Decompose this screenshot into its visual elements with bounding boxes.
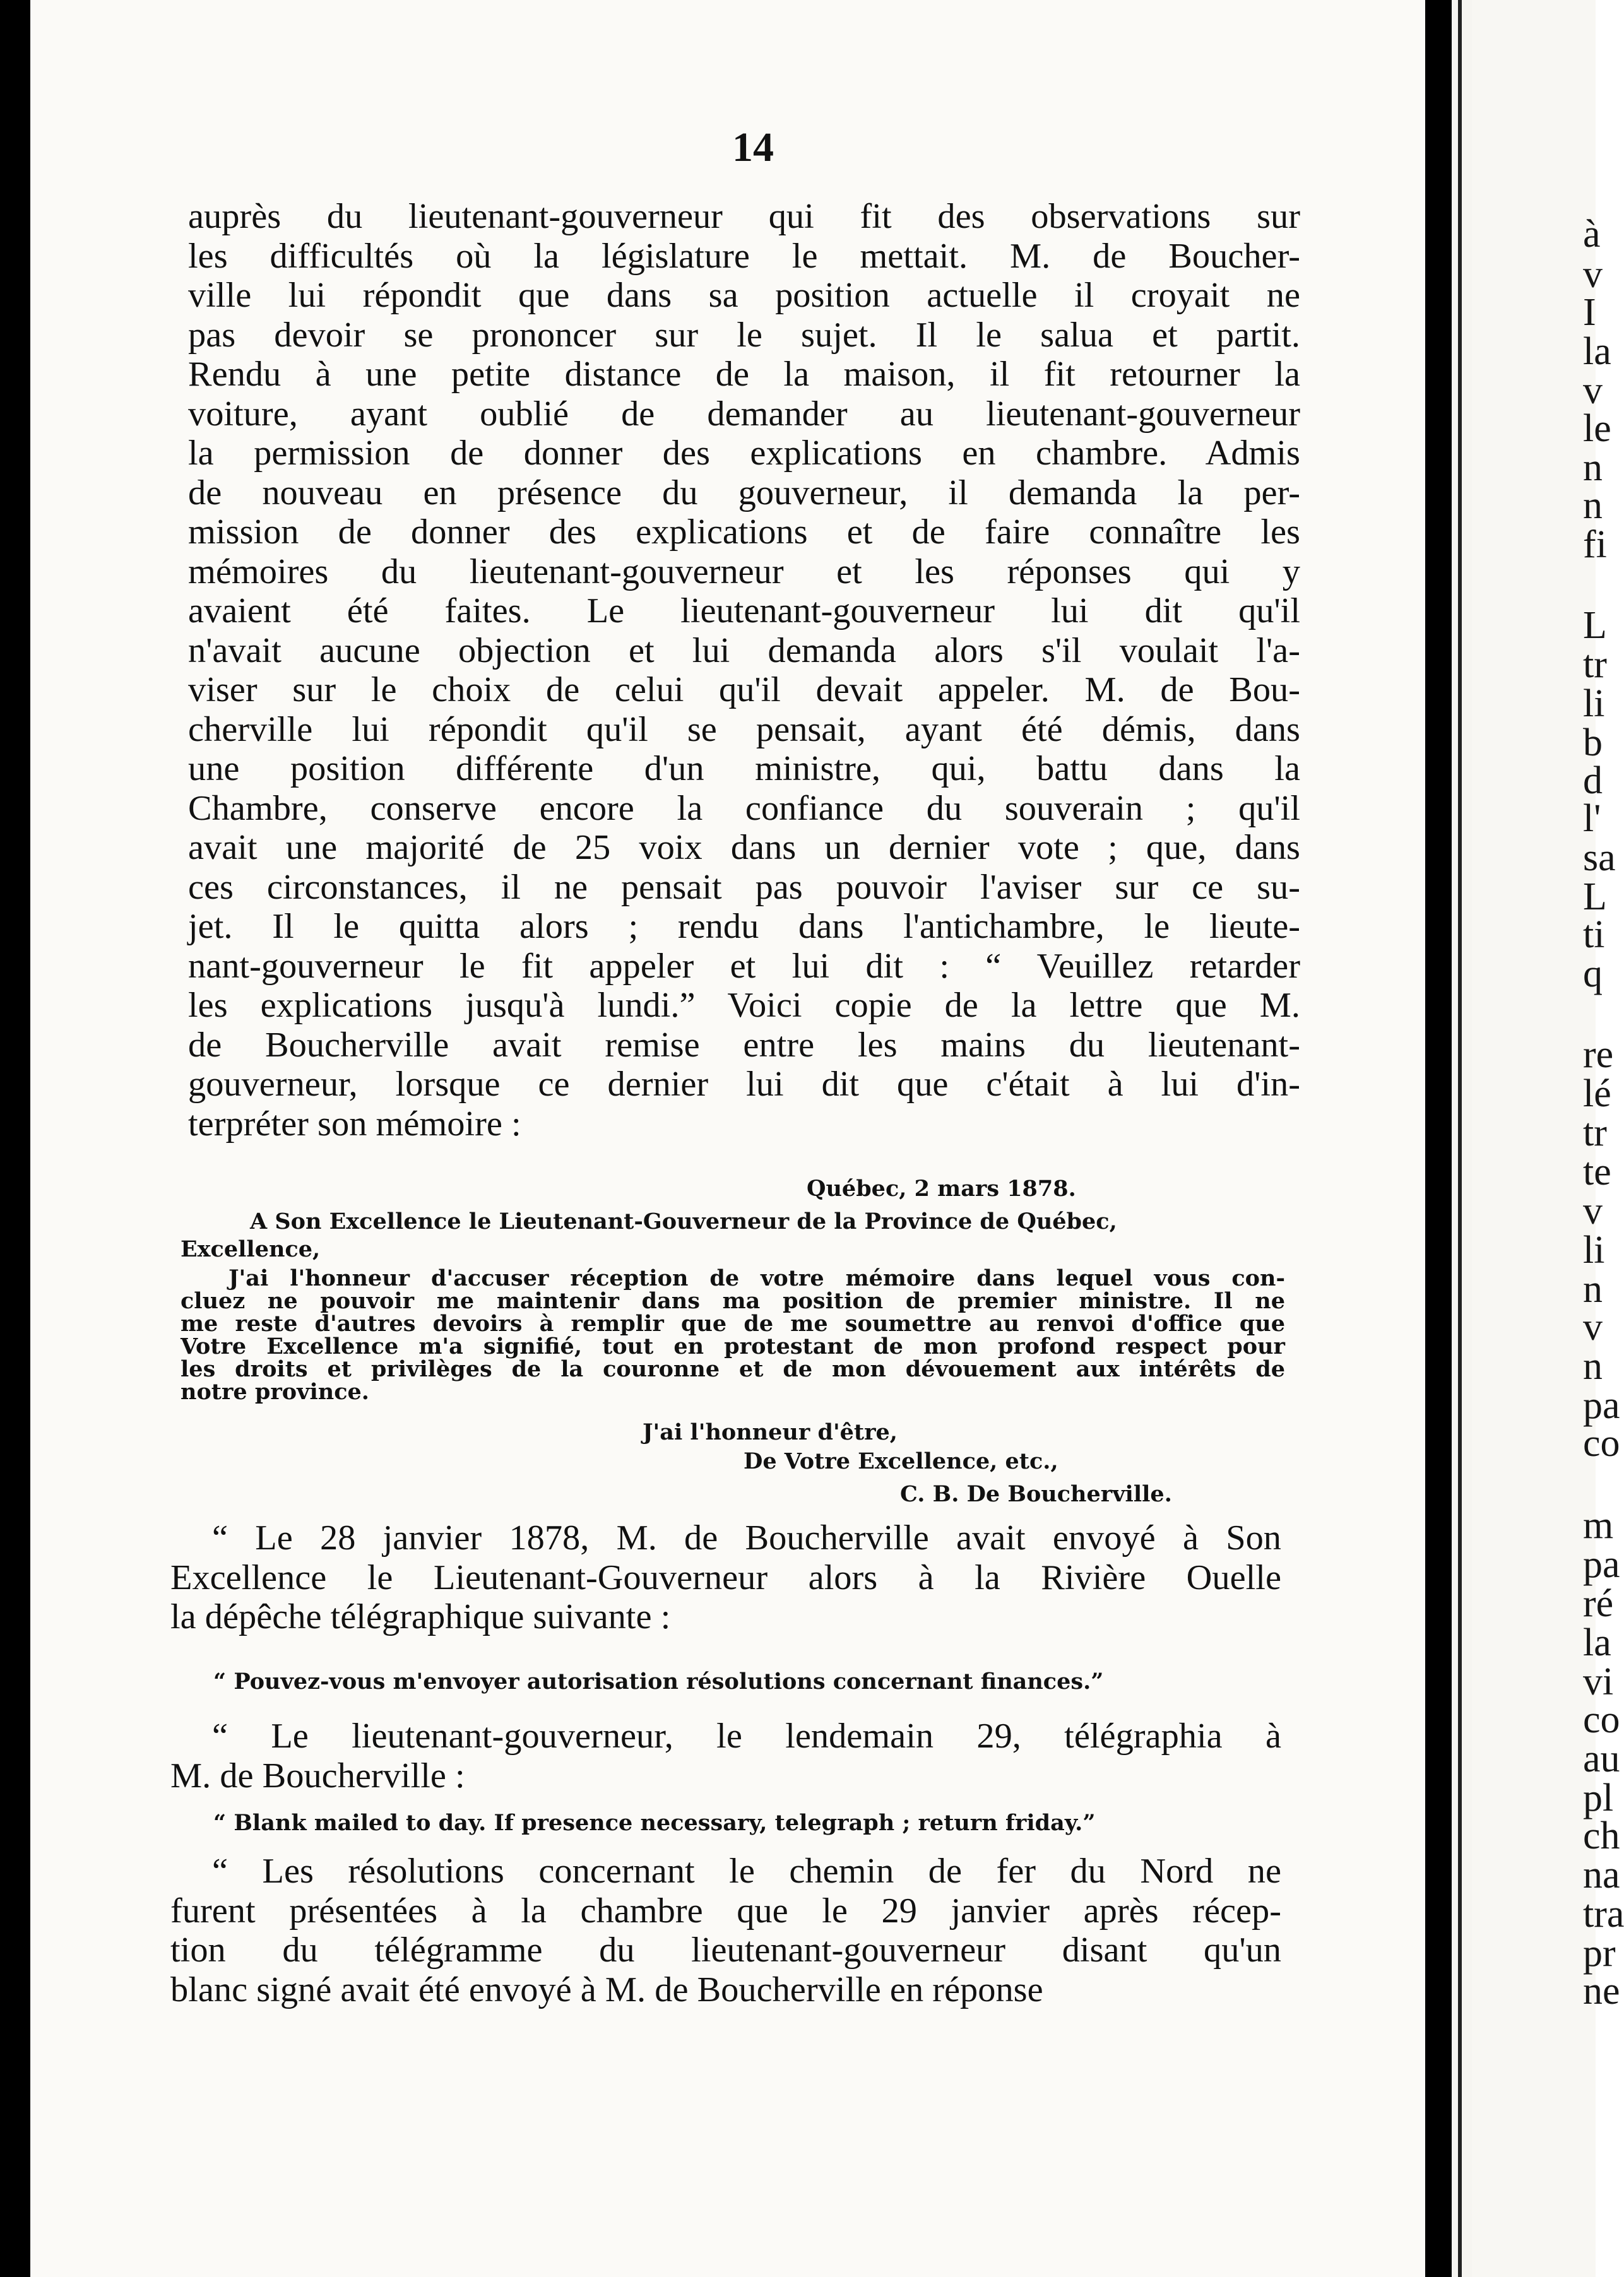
- text-line: “ Les résolutions concernant le chemin de fer du Nord ne: [212, 1852, 1281, 1891]
- right-page-fragment: pa: [1583, 1543, 1620, 1586]
- right-page-fragment: v: [1583, 1306, 1603, 1349]
- text-line: Chambre, conserve encore la confiance du souverain ; qu'il: [188, 788, 1300, 828]
- page-gap-line: [1458, 0, 1462, 2277]
- right-page-fragment: co: [1583, 1422, 1620, 1465]
- scan-edge-left: [0, 0, 30, 2277]
- right-page-fragment: L: [1583, 875, 1607, 918]
- right-page-fragment: ch: [1583, 1814, 1620, 1857]
- paragraph-4: [170, 1852, 1281, 2009]
- text-line: auprès du lieutenant-gouverneur qui fit des observations sur: [188, 197, 1300, 236]
- letter-date: Québec, 2 mars 1878.: [807, 1176, 1076, 1202]
- text-line: Rendu à une petite distance de la maison, il fit retourner la: [188, 355, 1300, 394]
- right-page-fragment: le: [1583, 407, 1611, 450]
- right-page-fragment: lé: [1583, 1072, 1611, 1115]
- right-page-fragment: n: [1583, 446, 1603, 489]
- right-page-fragment: v: [1583, 1190, 1603, 1233]
- right-page-fragment: te: [1583, 1150, 1611, 1193]
- text-line: la dépêche télégraphique suivante :: [170, 1597, 671, 1636]
- right-page-fragment: d: [1583, 759, 1603, 802]
- right-page-fragment: ti: [1583, 913, 1605, 956]
- text-line: cherville lui répondit qu'il se pensait, ayant été démis, dans: [188, 709, 1300, 749]
- right-page-fragment: co: [1583, 1698, 1620, 1741]
- text-line: viser sur le choix de celui qu'il devait appeler. M. de Bou-: [188, 670, 1300, 709]
- letter-body: [181, 1267, 1285, 1404]
- right-page-fragment: au: [1583, 1737, 1620, 1780]
- text-line: voiture, ayant oublié de demander au lieutenant-gouverneur: [188, 394, 1300, 434]
- text-line: “ Le lieutenant-gouverneur, le lendemain 29, télégraphia à: [212, 1717, 1281, 1756]
- right-page-fragment: na: [1583, 1854, 1620, 1896]
- text-line: de nouveau en présence du gouverneur, il demanda la per-: [188, 473, 1300, 512]
- right-page-fragment: à: [1583, 213, 1601, 256]
- paragraph-3: [170, 1717, 1281, 1795]
- right-page-fragment: v: [1583, 253, 1603, 296]
- text-line: pas devoir se prononcer sur le sujet. Il le salua et partit.: [188, 315, 1300, 355]
- letter-closing-2: De Votre Excellence, etc.,: [744, 1448, 1058, 1474]
- text-line: la permission de donner des explications en chambre. Admis: [188, 434, 1300, 473]
- right-page-fragment: fi: [1583, 523, 1607, 566]
- right-page-fragment: l': [1583, 797, 1601, 840]
- right-page-fragment: li: [1583, 1229, 1605, 1272]
- right-page-fragment: L: [1583, 604, 1607, 647]
- letter-line: les droits et privilèges de la couronne et de mon dévouement aux intérêts de: [181, 1356, 1285, 1382]
- text-line: une position différente d'un ministre, qui, battu dans la: [188, 749, 1300, 788]
- right-page-fragment: tra: [1583, 1893, 1624, 1936]
- text-line: jet. Il le quitta alors ; rendu dans l'antichambre, le lieute-: [188, 907, 1300, 946]
- right-page-fragment: la: [1583, 1621, 1611, 1664]
- paragraph-1: [188, 197, 1300, 1144]
- text-line: nant-gouverneur le fit appeler et lui dit : “ Veuillez retarder: [188, 946, 1300, 986]
- right-page-edge: [1472, 0, 1624, 2277]
- right-page-fragment: pl: [1583, 1777, 1614, 1819]
- letter-address: A Son Excellence le Lieutenant-Gouverneur de la Province de Québec,: [250, 1209, 1117, 1234]
- letter-line: J'ai l'honneur d'accuser réception de votre mémoire dans lequel vous con-: [228, 1265, 1285, 1291]
- text-line: terpréter son mémoire :: [188, 1104, 521, 1144]
- text-line: les difficultés où la législature le mettait. M. de Boucher-: [188, 236, 1300, 276]
- letter-line: notre province.: [181, 1379, 369, 1405]
- text-line: mémoires du lieutenant-gouverneur et les réponses qui y: [188, 552, 1300, 591]
- right-page-fragment: tr: [1583, 643, 1607, 686]
- letter-closing-1: J'ai l'honneur d'être,: [643, 1419, 898, 1445]
- telegram-1: “ Pouvez-vous m'envoyer autorisation résolutions concernant finances.”: [213, 1669, 1104, 1694]
- telegram-2: “ Blank mailed to day. If presence necessary, telegraph ; return friday.”: [213, 1810, 1096, 1836]
- letter-line: me reste d'autres devoirs à remplir que de me soumettre au renvoi d'office que: [181, 1311, 1285, 1337]
- right-page-fragment: n: [1583, 1345, 1603, 1388]
- text-line: blanc signé avait été envoyé à M. de Boucherville en réponse: [170, 1970, 1043, 2009]
- right-page-fragment: b: [1583, 721, 1603, 764]
- paragraph-2: [170, 1518, 1281, 1637]
- text-line: furent présentées à la chambre que le 29 janvier après récep-: [170, 1891, 1281, 1931]
- text-line: mission de donner des explications et de faire connaître les: [188, 512, 1300, 552]
- text-line: de Boucherville avait remise entre les mains du lieutenant-: [188, 1025, 1300, 1065]
- right-page-fragment: pa: [1583, 1384, 1620, 1427]
- letter-line: Votre Excellence m'a signifié, tout en protestant de mon profond respect pour: [181, 1334, 1285, 1359]
- right-page-fragment: ne: [1583, 1970, 1620, 2013]
- text-line: ces circonstances, il ne pensait pas pouvoir l'aviser sur ce su-: [188, 867, 1300, 907]
- text-line: “ Le 28 janvier 1878, M. de Boucherville avait envoyé à Son: [212, 1518, 1281, 1558]
- right-page-fragment: I: [1583, 291, 1596, 334]
- text-line: les explications jusqu'à lundi.” Voici copie de la lettre que M.: [188, 986, 1300, 1025]
- right-page-fragment: tr: [1583, 1111, 1607, 1154]
- page-number: 14: [732, 124, 774, 170]
- right-page-fragment: m: [1583, 1504, 1614, 1547]
- letter-line: cluez ne pouvoir me maintenir dans ma position de premier ministre. Il ne: [181, 1288, 1285, 1314]
- text-line: avaient été faites. Le lieutenant-gouverneur lui dit qu'il: [188, 591, 1300, 630]
- letter-signature: C. B. De Boucherville.: [900, 1481, 1172, 1507]
- right-page-fragment: n: [1583, 1268, 1603, 1311]
- right-page-fragment: vi: [1583, 1660, 1614, 1703]
- text-line: gouverneur, lorsque ce dernier lui dit que c'était à lui d'in-: [188, 1065, 1300, 1104]
- text-line: M. de Boucherville :: [170, 1756, 465, 1795]
- right-page-fragment: re: [1583, 1033, 1614, 1076]
- text-line: tion du télégramme du lieutenant-gouverneur disant qu'un: [170, 1931, 1281, 1970]
- text-line: n'avait aucune objection et lui demanda alors s'il voulait l'a-: [188, 630, 1300, 670]
- right-page-fragment: pr: [1583, 1932, 1616, 1975]
- book-spine: [1425, 0, 1452, 2277]
- right-page-fragment: sa: [1583, 836, 1616, 879]
- right-page-fragment: v: [1583, 369, 1603, 412]
- right-page-fragment: n: [1583, 484, 1603, 527]
- letter-salutation: Excellence,: [181, 1236, 321, 1262]
- right-page-fragment: la: [1583, 330, 1611, 373]
- right-page-fragment: q: [1583, 952, 1603, 995]
- right-page-fragment: li: [1583, 682, 1605, 725]
- text-line: Excellence le Lieutenant-Gouverneur alors à la Rivière Ouelle: [170, 1558, 1281, 1597]
- page-gap: [1452, 0, 1472, 2277]
- right-page-fragment: ré: [1583, 1582, 1614, 1625]
- text-line: ville lui répondit que dans sa position actuelle il croyait ne: [188, 276, 1300, 315]
- text-line: avait une majorité de 25 voix dans un dernier vote ; que, dans: [188, 828, 1300, 867]
